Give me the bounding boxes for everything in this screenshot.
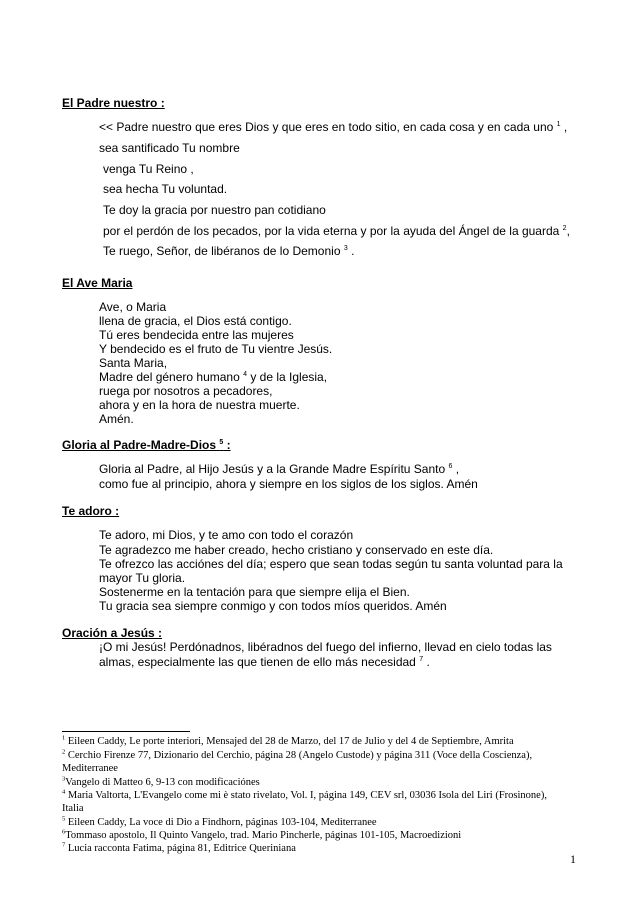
- prayer-line: mayor Tu gloria.: [99, 571, 186, 585]
- footnote-separator: [62, 731, 190, 732]
- footnote: $^4$ Maria Valtorta, L'Evangelo come mi è stato rivelato, Vol. I, página 149, CEV srl, 03036 Isola del Liri (Frosinone),: [62, 788, 547, 801]
- footnote-ref: 3: [343, 245, 348, 252]
- footnote-continuation: Mediterranee: [62, 763, 118, 774]
- prayer-line: Te ofrezco las acciónes del día; espero que sean todas según tu santa voluntad para la: [99, 557, 563, 571]
- footnote: $^1$ Eileen Caddy, Le porte interiori, Mensajed del 28 de Marzo, del 17 de Julio y del 4 de Septiembre, Amrita: [62, 734, 514, 747]
- prayer-line: Santa Maria,: [99, 356, 168, 370]
- footnote: $^6$Tommaso apostolo, Il Quinto Vangelo, trad. Mario Pincherle, páginas 101-105, Macroedizioni: [62, 828, 462, 841]
- prayer-line: almas, especialmente las que tienen de ello más necesidad $^7$ .: [99, 655, 430, 669]
- prayer-line: ruega por nosotros a pecadores,: [99, 384, 273, 398]
- prayer-line: Y bendecido es el fruto de Tu vientre Jesús.: [99, 342, 333, 356]
- prayer-line: venga Tu Reino ,: [103, 162, 194, 176]
- prayer-line: ¡O mi Jesús! Perdónadnos, libéradnos del fuego del infierno, llevad en cielo todas las: [99, 640, 552, 654]
- footnote-ref: 2: [562, 225, 567, 232]
- page-number: 1: [570, 852, 576, 866]
- prayer-line: Te ruego, Señor, de libéranos de lo Demonio $^3$ .: [103, 244, 355, 258]
- prayer-line: Te adoro, mi Dios, y te amo con todo el corazón: [99, 528, 354, 542]
- footnote: $^7$ Lucia racconta Fatima, página 81, Editrice Queriniana: [62, 841, 296, 854]
- prayer-line: como fue al principio, ahora y siempre en los siglos de los siglos. Amén: [99, 477, 478, 491]
- prayer-line: Tú eres bendecida entre las mujeres: [99, 328, 294, 342]
- prayer-line: por el perdón de los pecados, por la vida eterna y por la ayuda del Ángel de la guarda $^2$,: [103, 224, 570, 238]
- footnote: $^2$ Cerchio Firenze 77, Dizionario del Cerchio, página 28 (Angelo Custode) y página 311 (Voce della Coscienza),: [62, 748, 533, 761]
- prayer-line: Amén.: [99, 412, 134, 426]
- prayer-line: Te doy la gracia por nuestro pan cotidiano: [103, 203, 326, 217]
- prayer-line: << Padre nuestro que eres Dios y que eres en todo sitio, en cada cosa y en cada uno $^1$ ,: [99, 120, 568, 134]
- footnote-ref: 5: [219, 439, 224, 446]
- footnote: $^3$Vangelo di Matteo 6, 9-13 con modificaciónes: [62, 775, 260, 788]
- prayer-line: Ave, o Maria: [99, 300, 167, 314]
- footnote-ref: 7: [419, 656, 424, 663]
- prayer-line: Tu gracia sea siempre conmigo y con todos míos queridos. Amén: [99, 599, 447, 613]
- section-heading-padre-nuestro: El Padre nuestro :: [62, 96, 165, 110]
- prayer-line: ahora y en la hora de nuestra muerte.: [99, 398, 300, 412]
- prayer-line: llena de gracia, el Dios está contigo.: [99, 314, 292, 328]
- footnote-continuation: Italia: [62, 803, 84, 814]
- footnote-ref: 4: [243, 371, 248, 378]
- footnote: $^5$ Eileen Caddy, La voce di Dio a Findhorn, páginas 103-104, Mediterranee: [62, 815, 377, 828]
- prayer-line: Gloria al Padre, al Hijo Jesús y a la Grande Madre Espíritu Santo $^6$ ,: [99, 462, 460, 476]
- prayer-line: Te agradezco me haber creado, hecho cristiano y conservado en este día.: [99, 543, 494, 557]
- prayer-line: Madre del género humano $^4$ y de la Iglesia,: [99, 370, 328, 384]
- section-heading-ave-maria: El Ave Maria: [62, 276, 133, 290]
- section-heading-gloria: Gloria al Padre-Madre-Dios $^5$ :: [62, 438, 231, 452]
- footnote-ref: 1: [556, 121, 561, 128]
- prayer-line: sea hecha Tu voluntad.: [103, 182, 228, 196]
- section-heading-oracion-jesus: Oración a Jesús :: [62, 626, 163, 640]
- section-heading-te-adoro: Te adoro :: [62, 504, 120, 518]
- prayer-line: Sostenerme en la tentación para que siempre elija el Bien.: [99, 585, 410, 599]
- footnote-ref: 6: [448, 463, 453, 470]
- prayer-line: sea santificado Tu nombre: [99, 141, 240, 155]
